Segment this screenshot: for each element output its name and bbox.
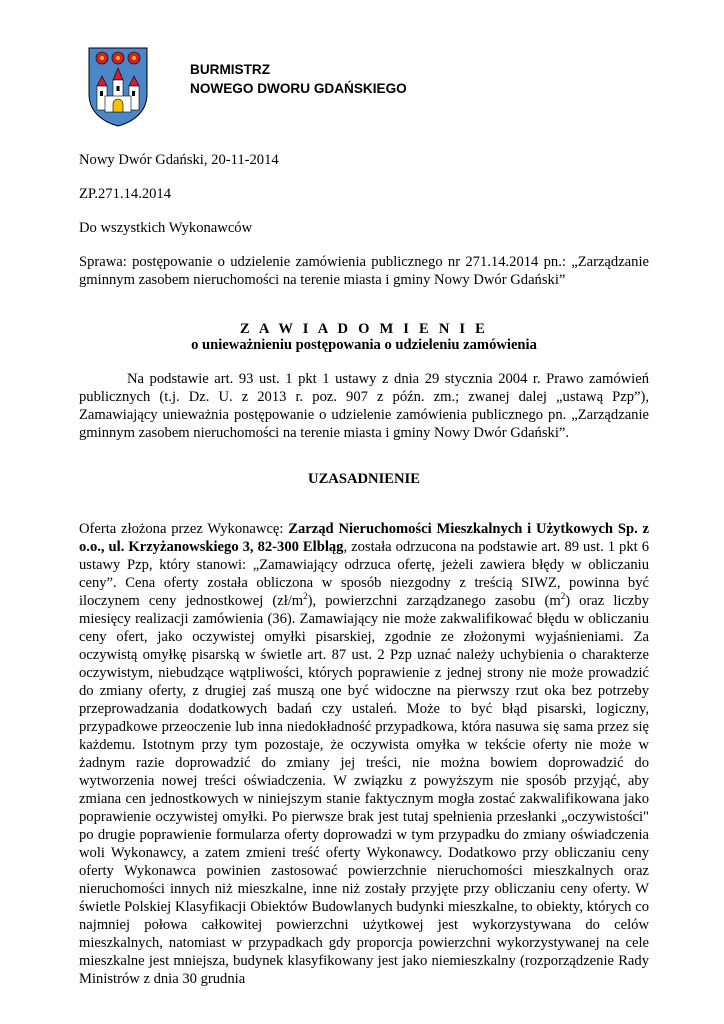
- letterhead: [190, 60, 407, 98]
- notice-title: Z A W I A D O M I E N I E: [239, 321, 489, 337]
- notice-subtitle: o unieważnieniu postępowania o udzieleniu zamówienia: [191, 337, 537, 353]
- letterhead-title: BURMISTRZ: [190, 62, 271, 77]
- place-and-date: Nowy Dwór Gdański, 20-11-2014: [79, 152, 279, 168]
- justification-heading: UZASADNIENIE: [308, 471, 420, 487]
- contractor-name: Zarząd Nieruchomości Mieszkalnych i Użytkowych Sp. z o.o., ul. Krzyżanowskiego 3, 82-300 Elbląg: [79, 521, 649, 555]
- notice-body: Na podstawie art. 93 ust. 1 pkt 1 ustawy z dnia 29 stycznia 2004 r. Prawo zamówień publicznych (t.j. Dz. U. z 2013 r. poz. 907 z późn. zm.; zwanej dalej „ustawą Pzp”), Zamawiający unieważnia postępowanie o udzielenie zamówienia publicznego pn. „Zarządzanie gminnym zasobem nieruchomości na terenie miasta i gminy Nowy Dwór Gdański”.: [79, 371, 649, 441]
- justification-paragraph: [79, 520, 649, 988]
- paragraph-text-1: , została odrzucona na podstawie art. 89 ust. 1 pkt 6 ustawy Pzp, który stanowi: „Zamawiający odrzuca ofertę, jeżeli zawiera błędy w obliczaniu ceny”. Cena oferty została obliczona w sposób niezgodny z treścią SIWZ, powinna być iloczynem ceny jednostkowej (zł/m: [79, 539, 649, 609]
- reference-number: ZP.271.14.2014: [79, 186, 172, 202]
- paragraph-text-3: ) oraz liczby miesięcy realizacji zamówienia (36). Zamawiający nie może zakwalifikować błędu w obliczaniu ceny ofert, jako oczywistej omyłki pisarskiej, zgodnie ze złożonymi wyjaśnieniami. Za oczywistą omyłkę pisarską w świetle art. 87 ust. 2 Pzp uznać należy uchybienia o charakterze oczywistym, niebudzące wątpliwości, których poprawienie z jednej strony nie może prowadzić do zmiany oferty, z drugiej zaś muszą one być widoczne na pierwszy rzut oka bez potrzeby przeprowadzania dodatkowych badań czy ustaleń. Może to być błąd pisarski, logiczny, przypadkowe przeoczenie lub inna niedokładność przypadkowa, która nasuwa się sama przez się każdemu. Istotnym przy tym pozostaje, że oczywista omyłka w tekście oferty nie może w żadnym razie doprowadzić do zmiany jej treści, nie można bowiem doprowadzić do wytworzenia nowej treści oświadczenia. W związku z powyższym nie sposób przyjąć, aby zmiana cen jednostkowych w niniejszym stanie faktycznym mogła zostać zakwalifikowana jako poprawienie oczywistej omyłki. Po pierwsze brak jest tutaj spełnienia przesłanki „oczywistości" po drugie poprawienie formularza oferty doprowadzi w tym przypadku do zmiany oświadczenia woli Wykonawcy, a zatem zmieni treść oferty Wykonawcy. Dodatkowo przy obliczaniu ceny oferty Wykonawca powinien zastosować powierzchnie nieruchomości mieszkalnych oraz nieruchomości innych niż mieszkalne, inne niż zostały przyjęte przy obliczaniu ceny oferty. W świetle Polskiej Klasyfikacji Obiektów Budowlanych budynki mieszkalne, to obiekty, których co najmniej połowa całkowitej powierzchni użytkowej jest wykorzystywana do celów mieszkalnych, natomiast w przypadkach gdy proporcja powierzchni wykorzystywanej na cele mieszkalne jest mniejsza, budynek klasyfikowany jest jako niemieszkalny (rozporządzenie Rady Ministrów z dnia 30 grudnia: [79, 593, 649, 987]
- letterhead-subtitle: NOWEGO DWORU GDAŃSKIEGO: [190, 81, 407, 96]
- rose-icon: [128, 52, 140, 64]
- superscript: 2: [560, 591, 566, 602]
- subject-line: Sprawa: postępowanie o udzielenie zamówienia publicznego nr 271.14.2014 pn.: „Zarządzanie gminnym zasobem nieruchomości na terenie miasta i gminy Nowy Dwór Gdański”: [79, 254, 649, 288]
- rose-icon: [112, 52, 124, 64]
- rose-icon: [96, 52, 108, 64]
- superscript: 2: [303, 591, 308, 602]
- paragraph-intro: Oferta złożona przez Wykonawcę:: [79, 521, 289, 537]
- town-coat-of-arms-icon: [87, 46, 149, 128]
- addressee: Do wszystkich Wykonawców: [79, 220, 253, 236]
- paragraph-text-2: ), powierzchni zarządzanego zasobu (m: [307, 593, 561, 609]
